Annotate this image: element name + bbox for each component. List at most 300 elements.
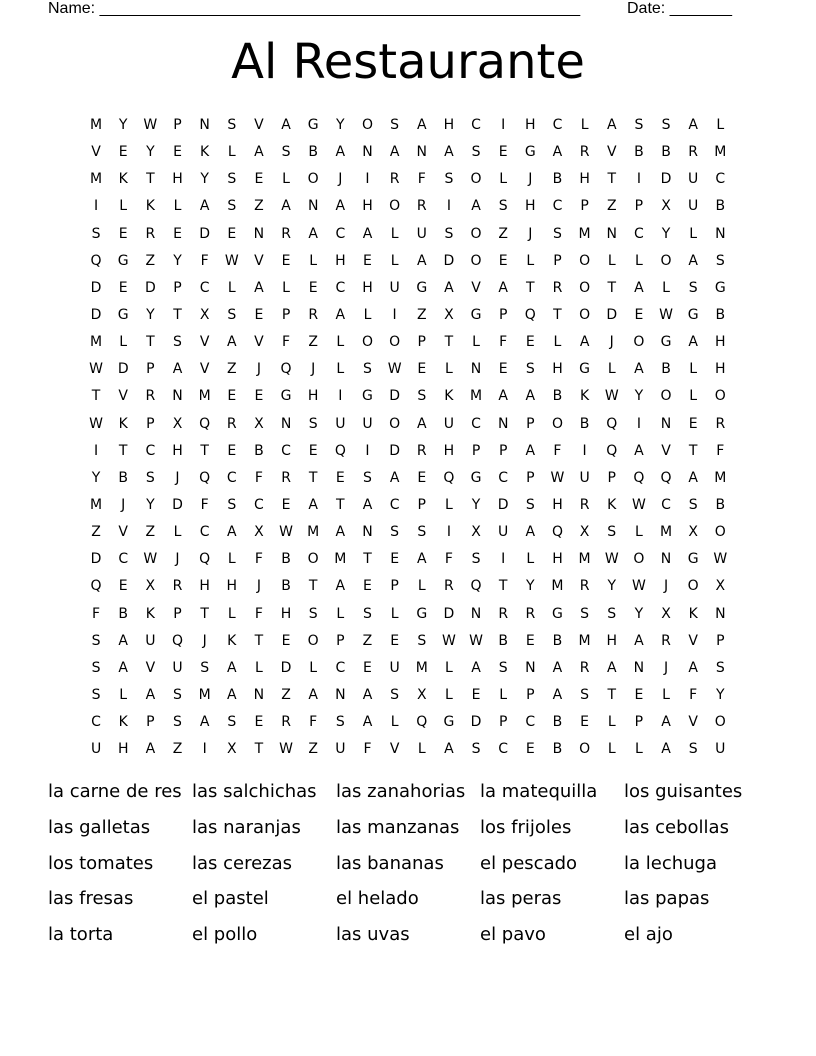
grid-cell: B: [579, 415, 591, 432]
grid-cell: K: [118, 415, 129, 432]
grid-cell: Q: [334, 442, 347, 459]
grid-cell: K: [118, 714, 129, 731]
grid-cell: R: [498, 605, 510, 622]
grid-cell: A: [661, 741, 672, 758]
grid-cell: D: [470, 714, 483, 731]
grid-cell: R: [308, 306, 320, 323]
grid-cell: L: [417, 741, 427, 758]
grid-cell: U: [145, 632, 157, 649]
grid-cell: B: [661, 144, 672, 161]
grid-cell: X: [579, 524, 591, 541]
grid-cell: I: [582, 442, 588, 459]
grid-cell: L: [390, 605, 400, 622]
grid-cell: L: [119, 686, 129, 703]
grid-cell: B: [118, 605, 130, 622]
grid-cell: I: [501, 117, 507, 133]
word-bank-item: las cerezas: [192, 852, 293, 874]
grid-cell: A: [254, 144, 265, 161]
grid-cell: P: [526, 686, 536, 703]
page-title: Al Restaurante: [231, 34, 585, 90]
grid-cell: K: [688, 605, 699, 622]
grid-cell: U: [389, 659, 401, 676]
grid-cell: X: [254, 415, 265, 432]
grid-cell: A: [335, 306, 347, 323]
grid-cell: M: [469, 388, 484, 405]
grid-cell: G: [579, 361, 592, 378]
grid-cell: H: [307, 388, 320, 405]
grid-cell: N: [307, 198, 320, 215]
grid-cell: Y: [607, 578, 618, 595]
grid-cell: U: [498, 524, 510, 541]
grid-cell: G: [443, 714, 456, 731]
grid-cell: S: [227, 714, 238, 731]
grid-cell: Z: [606, 198, 618, 215]
grid-cell: L: [526, 252, 536, 269]
grid-cell: V: [254, 117, 265, 133]
grid-cell: M: [714, 469, 728, 486]
grid-cell: A: [145, 741, 157, 758]
grid-cell: E: [498, 252, 509, 269]
grid-cell: F: [200, 496, 210, 513]
grid-cell: S: [525, 361, 536, 378]
grid-cell: P: [526, 469, 536, 486]
grid-cell: Y: [146, 306, 156, 323]
grid-cell: D: [199, 225, 212, 242]
grid-cell: P: [553, 252, 563, 269]
grid-cell: N: [362, 144, 374, 161]
grid-cell: A: [335, 524, 347, 541]
grid-cell: Y: [173, 252, 183, 269]
grid-cell: W: [604, 388, 620, 405]
grid-cell: D: [280, 659, 293, 676]
grid-cell: X: [444, 306, 455, 323]
grid-cell: E: [688, 415, 699, 432]
grid-cell: M: [714, 144, 728, 161]
grid-cell: Z: [498, 225, 509, 242]
grid-cell: S: [91, 632, 102, 649]
grid-cell: A: [606, 117, 618, 133]
grid-cell: Z: [226, 361, 238, 378]
grid-cell: L: [634, 252, 644, 269]
grid-cell: E: [227, 225, 238, 242]
grid-cell: D: [90, 551, 103, 568]
grid-cell: W: [631, 496, 647, 513]
grid-cell: A: [226, 524, 238, 541]
grid-cell: T: [200, 442, 210, 459]
grid-cell: S: [390, 117, 401, 133]
grid-cell: T: [526, 279, 536, 296]
grid-cell: L: [662, 279, 671, 296]
grid-cell: L: [336, 361, 346, 378]
grid-cell: E: [525, 741, 536, 758]
grid-cell: L: [309, 252, 319, 269]
grid-cell: P: [580, 198, 590, 215]
word-bank-item: los guisantes: [624, 781, 743, 802]
grid-cell: S: [227, 198, 238, 215]
grid-cell: V: [606, 144, 618, 161]
grid-cell: O: [307, 551, 320, 568]
grid-cell: I: [446, 198, 452, 215]
grid-cell: C: [91, 714, 102, 731]
grid-cell: G: [470, 306, 483, 323]
grid-cell: A: [335, 198, 347, 215]
grid-cell: M: [90, 117, 104, 133]
grid-cell: O: [551, 415, 564, 432]
grid-cell: I: [202, 741, 208, 758]
grid-cell: R: [226, 415, 238, 432]
grid-cell: A: [525, 524, 537, 541]
grid-cell: A: [172, 361, 184, 378]
grid-cell: R: [661, 632, 672, 649]
grid-cell: L: [363, 306, 373, 323]
grid-cell: L: [390, 225, 400, 242]
grid-cell: T: [308, 578, 319, 595]
grid-cell: S: [91, 225, 102, 242]
grid-cell: P: [146, 361, 156, 378]
grid-cell: J: [528, 225, 534, 242]
grid-cell: S: [227, 171, 238, 188]
grid-cell: F: [363, 741, 373, 758]
grid-cell: H: [715, 361, 727, 378]
grid-cell: V: [688, 714, 699, 731]
grid-cell: W: [89, 361, 104, 378]
grid-cell: H: [525, 117, 537, 133]
grid-cell: A: [444, 144, 455, 161]
grid-cell: Y: [91, 469, 102, 486]
grid-cell: V: [118, 524, 129, 541]
grid-cell: H: [199, 578, 211, 595]
grid-cell: E: [363, 578, 373, 595]
word-bank-item: la lechuga: [624, 852, 717, 874]
grid-cell: F: [689, 686, 699, 703]
grid-cell: O: [579, 306, 592, 323]
grid-cell: R: [525, 605, 537, 622]
grid-cell: A: [634, 279, 645, 296]
grid-cell: N: [280, 415, 293, 432]
grid-cell: A: [389, 469, 401, 486]
grid-cell: T: [146, 171, 156, 188]
grid-cell: S: [634, 117, 645, 133]
grid-cell: E: [173, 225, 183, 242]
grid-cell: D: [443, 605, 456, 622]
grid-cell: E: [118, 225, 129, 242]
grid-cell: A: [362, 225, 374, 242]
grid-cell: B: [715, 198, 727, 215]
grid-cell: S: [363, 469, 373, 486]
grid-cell: B: [552, 388, 564, 405]
grid-cell: L: [444, 361, 454, 378]
grid-cell: Z: [362, 632, 374, 649]
grid-cell: H: [525, 198, 537, 215]
grid-cell: D: [606, 306, 619, 323]
word-bank-item: las peras: [480, 888, 562, 910]
grid-cell: L: [662, 686, 671, 703]
grid-cell: H: [552, 551, 564, 568]
grid-cell: D: [172, 496, 184, 513]
grid-cell: W: [143, 551, 159, 568]
grid-cell: B: [118, 469, 130, 486]
grid-cell: L: [390, 714, 400, 731]
grid-cell: C: [145, 442, 157, 459]
grid-cell: I: [636, 171, 642, 188]
grid-cell: E: [634, 686, 645, 703]
grid-cell: L: [119, 198, 129, 215]
grid-cell: E: [254, 306, 265, 323]
grid-cell: A: [471, 659, 482, 676]
grid-cell: W: [143, 117, 159, 133]
word-bank-item: los frijoles: [480, 816, 572, 838]
grid-cell: H: [280, 605, 293, 622]
grid-cell: P: [390, 578, 400, 595]
grid-cell: A: [118, 659, 129, 676]
grid-cell: Q: [660, 469, 673, 486]
grid-cell: P: [526, 415, 536, 432]
grid-cell: Z: [308, 741, 319, 758]
grid-cell: Q: [199, 551, 212, 568]
grid-cell: A: [254, 279, 265, 296]
grid-cell: S: [308, 605, 319, 622]
grid-cell: X: [416, 686, 428, 703]
grid-cell: A: [416, 252, 428, 269]
grid-cell: E: [634, 306, 645, 323]
grid-cell: H: [606, 632, 618, 649]
grid-cell: Q: [470, 578, 483, 595]
grid-cell: Q: [416, 714, 429, 731]
grid-cell: L: [472, 334, 481, 351]
grid-cell: G: [687, 306, 700, 323]
grid-cell: L: [689, 225, 699, 242]
grid-cell: Q: [524, 306, 537, 323]
grid-cell: Q: [90, 578, 103, 595]
grid-cell: X: [145, 578, 157, 595]
grid-cell: A: [688, 469, 699, 486]
grid-cell: V: [199, 334, 211, 351]
grid-cell: S: [200, 659, 211, 676]
grid-cell: W: [279, 741, 294, 758]
grid-cell: G: [307, 117, 320, 133]
grid-cell: R: [281, 714, 292, 731]
word-bank-item: el pavo: [480, 924, 546, 946]
grid-cell: W: [89, 415, 104, 432]
grid-cell: N: [172, 388, 184, 405]
grid-cell: C: [552, 117, 564, 133]
grid-cell: A: [199, 198, 211, 215]
grid-cell: A: [525, 388, 537, 405]
grid-cell: X: [688, 524, 699, 541]
grid-cell: V: [91, 144, 102, 161]
grid-cell: O: [389, 334, 402, 351]
grid-cell: F: [200, 252, 210, 269]
grid-cell: A: [226, 686, 238, 703]
grid-cell: R: [579, 496, 591, 513]
grid-cell: J: [609, 334, 615, 351]
grid-cell: G: [117, 306, 130, 323]
grid-cell: R: [688, 144, 700, 161]
grid-cell: E: [281, 632, 292, 649]
grid-cell: P: [498, 306, 509, 323]
grid-cell: L: [499, 686, 509, 703]
grid-cell: S: [471, 551, 482, 568]
grid-cell: T: [498, 578, 509, 595]
grid-cell: A: [308, 686, 319, 703]
grid-cell: L: [173, 524, 183, 541]
grid-cell: L: [255, 659, 264, 676]
grid-cell: B: [552, 741, 564, 758]
grid-cell: O: [579, 279, 592, 296]
grid-cell: K: [145, 605, 156, 622]
grid-cell: A: [661, 714, 672, 731]
grid-cell: O: [660, 388, 673, 405]
grid-cell: K: [145, 198, 156, 215]
grid-cell: Z: [308, 334, 319, 351]
grid-cell: Y: [661, 225, 672, 242]
grid-cell: T: [607, 171, 618, 188]
grid-cell: A: [416, 551, 428, 568]
grid-cell: O: [470, 171, 483, 188]
grid-cell: X: [715, 578, 727, 595]
grid-cell: O: [714, 524, 727, 541]
grid-cell: A: [362, 496, 374, 513]
grid-cell: L: [336, 605, 346, 622]
grid-cell: S: [390, 686, 401, 703]
grid-cell: L: [499, 171, 509, 188]
grid-cell: F: [553, 442, 563, 459]
grid-cell: H: [172, 442, 184, 459]
grid-cell: H: [117, 741, 130, 758]
grid-cell: K: [580, 388, 591, 405]
grid-cell: Q: [199, 469, 212, 486]
grid-cell: A: [444, 279, 455, 296]
grid-cell: A: [498, 279, 509, 296]
grid-cell: S: [688, 741, 699, 758]
grid-cell: U: [579, 469, 591, 486]
grid-cell: A: [444, 741, 455, 758]
grid-cell: S: [715, 659, 726, 676]
grid-cell: N: [470, 605, 483, 622]
grid-cell: U: [688, 198, 700, 215]
grid-cell: J: [663, 659, 670, 676]
grid-cell: S: [308, 415, 319, 432]
grid-cell: J: [256, 578, 262, 595]
grid-cell: L: [282, 279, 291, 296]
grid-cell: Q: [606, 415, 619, 432]
grid-cell: C: [281, 442, 292, 459]
grid-cell: Q: [90, 252, 103, 269]
grid-cell: Z: [91, 524, 102, 541]
grid-cell: A: [281, 198, 292, 215]
grid-cell: V: [199, 361, 211, 378]
grid-cell: E: [118, 144, 129, 161]
word-bank: [48, 778, 768, 957]
grid-cell: L: [634, 524, 644, 541]
grid-cell: F: [499, 334, 509, 351]
grid-cell: U: [715, 741, 727, 758]
grid-cell: H: [552, 361, 564, 378]
grid-cell: L: [444, 659, 454, 676]
grid-cell: U: [335, 415, 347, 432]
grid-cell: A: [308, 225, 319, 242]
grid-cell: E: [525, 632, 536, 649]
grid-cell: A: [634, 632, 645, 649]
grid-cell: B: [498, 632, 509, 649]
grid-cell: A: [606, 659, 618, 676]
grid-cell: S: [553, 225, 563, 242]
grid-cell: S: [173, 714, 183, 731]
grid-cell: S: [227, 306, 238, 323]
grid-cell: S: [173, 686, 183, 703]
word-bank-item: el pastel: [192, 888, 269, 910]
grid-cell: A: [389, 144, 401, 161]
grid-cell: S: [471, 144, 482, 161]
grid-cell: A: [145, 686, 157, 703]
grid-cell: Y: [471, 496, 482, 513]
grid-cell: Y: [118, 117, 129, 133]
grid-cell: A: [226, 334, 238, 351]
grid-cell: A: [688, 659, 699, 676]
grid-cell: S: [580, 605, 591, 622]
grid-cell: M: [198, 388, 212, 405]
grid-cell: H: [579, 171, 591, 188]
grid-cell: G: [660, 334, 673, 351]
grid-cell: R: [145, 225, 157, 242]
grid-cell: O: [714, 714, 727, 731]
grid-cell: X: [661, 605, 672, 622]
grid-cell: E: [417, 361, 428, 378]
grid-cell: T: [336, 496, 346, 513]
grid-cell: E: [254, 388, 265, 405]
letter-grid: [83, 112, 734, 763]
grid-cell: Q: [280, 361, 293, 378]
grid-cell: J: [121, 496, 127, 513]
grid-cell: N: [199, 117, 211, 133]
grid-cell: R: [552, 279, 564, 296]
grid-cell: N: [497, 415, 510, 432]
grid-cell: Q: [171, 632, 184, 649]
grid-cell: A: [634, 442, 645, 459]
grid-cell: O: [307, 171, 320, 188]
grid-cell: M: [90, 171, 104, 188]
word-bank-item: las manzanas: [336, 816, 460, 838]
grid-cell: F: [309, 714, 319, 731]
grid-cell: D: [90, 306, 103, 323]
grid-cell: L: [417, 578, 427, 595]
grid-cell: Y: [634, 605, 645, 622]
grid-cell: O: [389, 198, 402, 215]
grid-cell: H: [443, 442, 456, 459]
word-bank-item: las salchichas: [192, 781, 317, 802]
grid-cell: P: [498, 442, 509, 459]
grid-cell: F: [254, 469, 264, 486]
grid-cell: P: [634, 198, 645, 215]
grid-cell: E: [281, 496, 292, 513]
grid-cell: J: [311, 361, 317, 378]
grid-cell: L: [607, 361, 617, 378]
grid-cell: O: [361, 334, 374, 351]
grid-cell: M: [90, 334, 104, 351]
grid-cell: T: [254, 741, 265, 758]
word-bank-item: las naranjas: [192, 816, 301, 838]
grid-cell: V: [688, 632, 699, 649]
grid-cell: B: [308, 144, 319, 161]
grid-cell: G: [280, 388, 293, 405]
grid-cell: A: [335, 144, 347, 161]
grid-cell: D: [144, 279, 157, 296]
grid-cell: I: [338, 388, 344, 405]
grid-cell: H: [552, 496, 564, 513]
grid-cell: S: [607, 605, 618, 622]
grid-cell: L: [444, 496, 454, 513]
grid-cell: S: [417, 524, 428, 541]
